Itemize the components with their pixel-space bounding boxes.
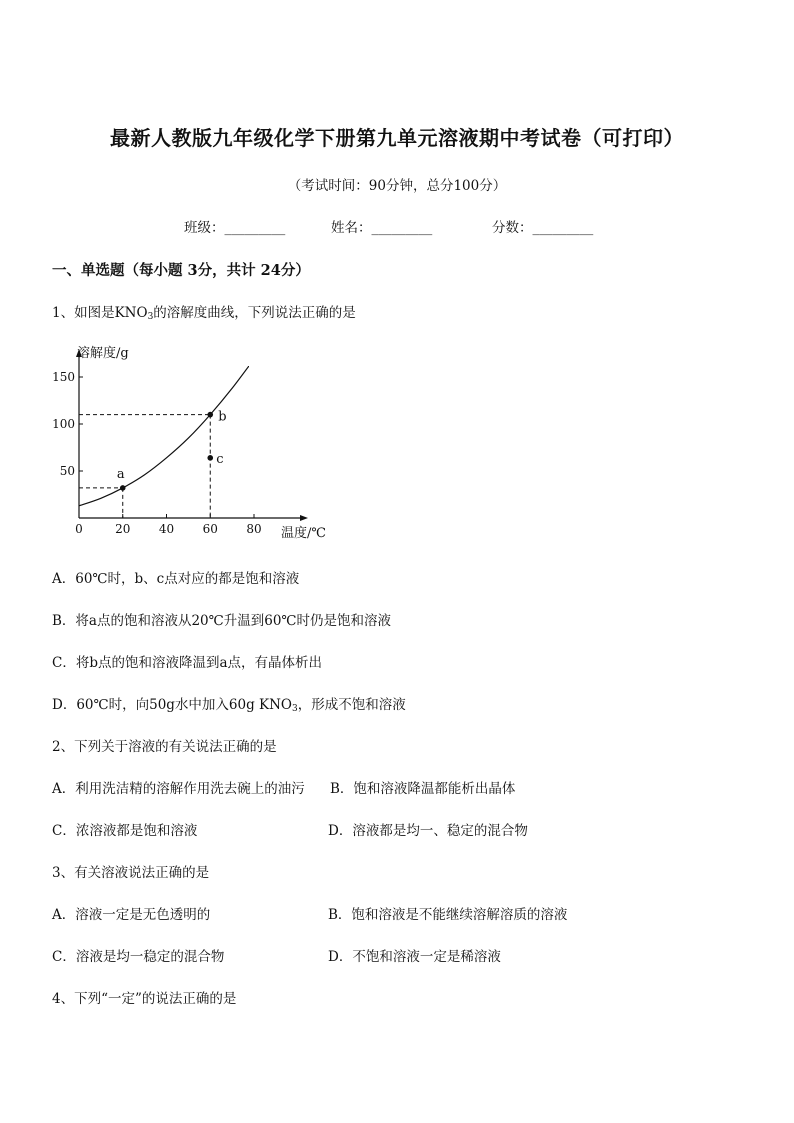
- x-axis-label: 温度/℃: [281, 526, 326, 541]
- q2-option-c: C．浓溶液都是饱和溶液: [52, 823, 198, 839]
- q1-option-c: C．将b点的饱和溶液降温到a点，有晶体析出: [52, 655, 323, 671]
- q1-option-d-text-end: ，形成不饱和溶液: [297, 697, 406, 713]
- name-label: 姓名：: [331, 220, 372, 236]
- q2-option-d: D．溶液都是均一、稳定的混合物: [328, 823, 528, 839]
- point-label-b: b: [218, 409, 227, 425]
- score-field: [492, 216, 593, 236]
- solubility-chart: [40, 336, 340, 550]
- q2-option-b: B．饱和溶液降温都能析出晶体: [330, 781, 516, 797]
- q1-stem-text: 1、如图是KNO: [52, 305, 148, 321]
- q2-option-a: A．利用洗洁精的溶解作用洗去碗上的油污: [52, 781, 305, 797]
- solubility-curve-kno3: [79, 359, 254, 506]
- point-b: [207, 412, 213, 418]
- class-field: [184, 216, 285, 236]
- y-tick-label-150: 150: [52, 370, 75, 384]
- q3-option-b: B．饱和溶液是不能继续溶解溶质的溶液: [328, 907, 568, 923]
- q1-option-d: [52, 693, 406, 714]
- q3-option-c: C．溶液是均一稳定的混合物: [52, 949, 225, 965]
- point-label-c: c: [216, 451, 224, 467]
- y-tick-label-50: 50: [59, 464, 75, 478]
- question-2-stem: 2、下列关于溶液的有关说法正确的是: [52, 739, 277, 755]
- class-blank: _________: [224, 220, 286, 236]
- x-tick-label-40: 40: [158, 522, 175, 536]
- q3-option-a: A．溶液一定是无色透明的: [52, 907, 211, 923]
- exam-info: （考试时间：90分钟，总分100分）: [287, 178, 507, 194]
- q1-stem-text-end: 的溶解度曲线，下列说法正确的是: [153, 305, 356, 321]
- question-3-stem: 3、有关溶液说法正确的是: [52, 865, 210, 881]
- y-axis-label: 溶解度/g: [77, 346, 129, 361]
- score-blank: _________: [532, 220, 594, 236]
- x-axis-arrow: [300, 515, 308, 521]
- score-label: 分数：: [492, 220, 533, 236]
- name-blank: _________: [371, 220, 433, 236]
- q1-stem-subscript: 3: [147, 312, 154, 322]
- q1-option-d-text: D．60℃时，向50g水中加入60g KNO: [52, 697, 293, 713]
- x-tick-label-20: 20: [115, 522, 131, 536]
- q1-option-b: B．将a点的饱和溶液从20℃升温到60℃时仍是饱和溶液: [52, 613, 392, 629]
- point-a: [120, 485, 126, 491]
- point-label-a: a: [116, 466, 125, 482]
- q1-option-d-subscript: 3: [292, 704, 298, 714]
- x-tick-label-80: 80: [246, 522, 262, 536]
- question-1-stem: [52, 301, 356, 322]
- class-label: 班级：: [184, 220, 225, 236]
- point-c: [207, 455, 213, 461]
- q3-option-d: D．不饱和溶液一定是稀溶液: [328, 949, 501, 965]
- x-tick-label-60: 60: [202, 522, 218, 536]
- name-field: [331, 216, 432, 236]
- x-tick-label-0: 0: [75, 522, 83, 536]
- y-tick-label-100: 100: [52, 417, 75, 431]
- section-heading: 一、单选题（每小题 3分，共计 24分）: [52, 262, 310, 279]
- page-title: 最新人教版九年级化学下册第九单元溶液期中考试卷（可打印）: [110, 126, 684, 150]
- question-4-stem: 4、下列“一定”的说法正确的是: [52, 991, 237, 1007]
- q1-option-a: A．60℃时，b、c点对应的都是饱和溶液: [52, 571, 300, 587]
